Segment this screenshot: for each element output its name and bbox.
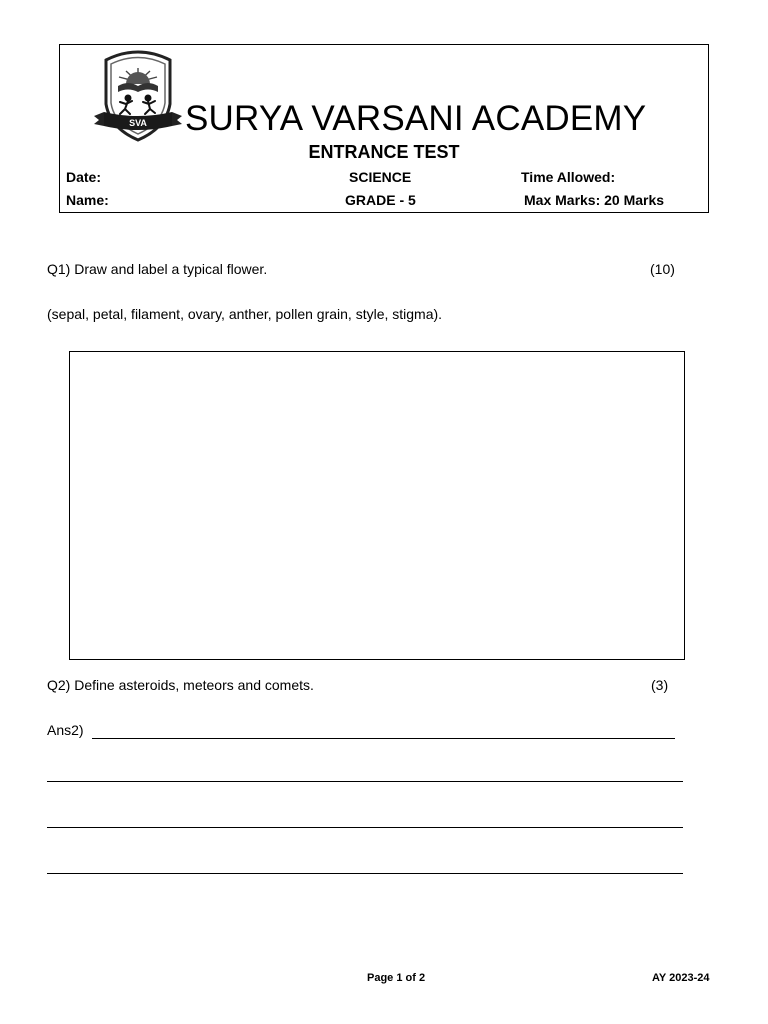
- name-label: Name:: [66, 192, 109, 208]
- question-2-marks: (3): [651, 677, 669, 693]
- answer-line[interactable]: [47, 827, 683, 828]
- subject-label: SCIENCE: [349, 169, 412, 185]
- answer-line[interactable]: [92, 738, 675, 739]
- school-name: SURYA VARSANI ACADEMY: [185, 99, 647, 138]
- question-1-hint: (sepal, petal, filament, ovary, anther, pollen grain, style, stigma).: [47, 306, 443, 322]
- page-number: Page 1 of 2: [367, 972, 426, 984]
- logo-text: SVA: [129, 118, 147, 128]
- question-1-text: Q1) Draw and label a typical flower.: [47, 261, 268, 277]
- test-title: ENTRANCE TEST: [308, 142, 460, 162]
- time-allowed-label: Time Allowed:: [521, 169, 616, 185]
- answer-2-label: Ans2): [47, 722, 84, 738]
- drawing-box[interactable]: [69, 351, 685, 660]
- answer-line[interactable]: [47, 873, 683, 874]
- question-1-marks: (10): [650, 261, 675, 277]
- max-marks-label: Max Marks: 20 Marks: [524, 192, 665, 208]
- academic-year: AY 2023-24: [652, 972, 710, 984]
- date-label: Date:: [66, 169, 102, 185]
- grade-label: GRADE - 5: [345, 192, 416, 208]
- answer-line[interactable]: [47, 781, 683, 782]
- question-2-text: Q2) Define asteroids, meteors and comets.: [47, 677, 314, 693]
- school-crest-icon: [92, 46, 184, 142]
